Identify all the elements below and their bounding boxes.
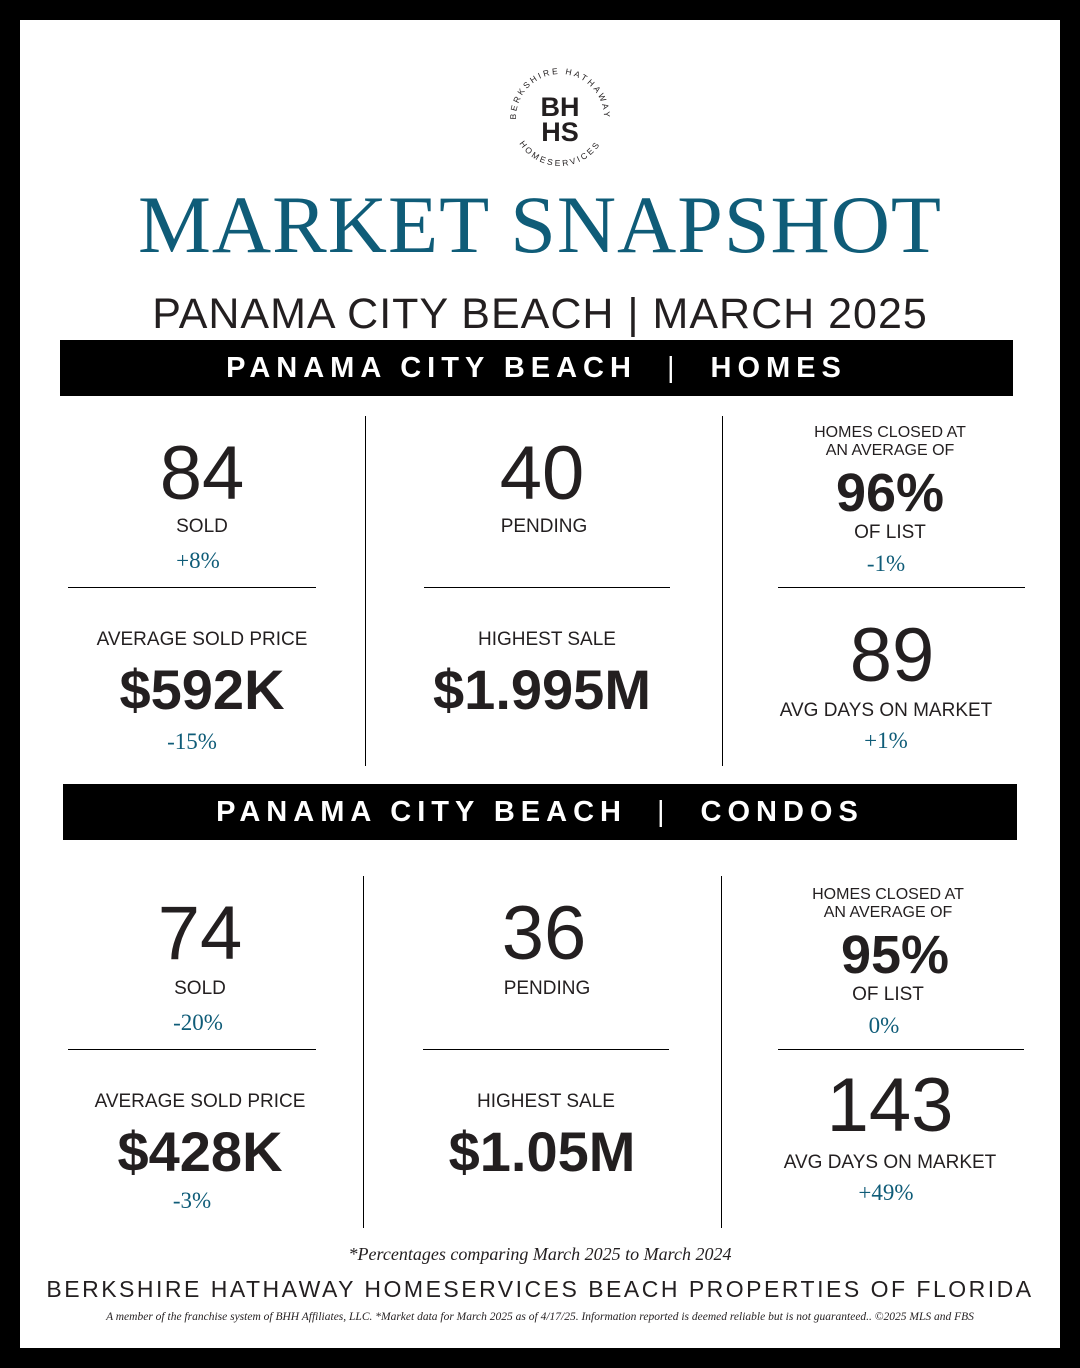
condos-rule-col3 <box>778 1049 1024 1050</box>
page-subtitle: PANAMA CITY BEACH | MARCH 2025 <box>152 290 928 338</box>
condos-divider-left <box>363 876 364 1228</box>
homes-band-type: HOMES <box>710 351 847 384</box>
condos-divider-right <box>721 876 722 1228</box>
homes-pending-value: 40 <box>499 431 585 516</box>
logo-ring-bottom: HOMESERVICES <box>517 138 603 169</box>
condos-avg-price-change: -3% <box>172 1188 212 1213</box>
condos-avg-price-value: $428K <box>117 1120 283 1183</box>
condos-section-header <box>63 784 1017 840</box>
condos-highest-value: $1.05M <box>448 1120 636 1183</box>
condos-pending-label: PENDING <box>503 978 591 999</box>
condos-highest-label: HIGHEST SALE <box>477 1091 615 1112</box>
condos-avg-price-label: AVERAGE SOLD PRICE <box>94 1091 306 1112</box>
condos-band-separator: | <box>656 795 671 828</box>
homes-rule-col2 <box>424 587 670 588</box>
legal-disclaimer: A member of the franchise system of BHH Affiliates, LLC. *Market data for March 2025 as of 4/17/25. Information reported is deemed reliable but is not guaranteed.. ©2025 MLS and FBS <box>106 1311 974 1323</box>
logo-ring-top: BERKSHIRE HATHAWAY <box>507 65 613 120</box>
homes-sold-value: 84 <box>159 431 245 516</box>
homes-highest-label: HIGHEST SALE <box>478 629 616 650</box>
homes-band-area: PANAMA CITY BEACH <box>226 351 637 384</box>
condos-rule-col2 <box>423 1049 669 1050</box>
homes-sold-change: +8% <box>176 548 220 573</box>
condos-dom-value: 143 <box>826 1063 954 1148</box>
homes-closed-change: -1% <box>866 551 906 576</box>
homes-closed-of-list: OF LIST <box>854 522 926 543</box>
snapshot-page <box>20 20 1060 1348</box>
homes-avg-price-value: $592K <box>119 658 285 721</box>
homes-avg-price-label: AVERAGE SOLD PRICE <box>96 629 308 650</box>
page-title: MARKET SNAPSHOT <box>137 179 942 270</box>
condos-dom-change: +49% <box>858 1180 914 1205</box>
condos-closed-line1: HOMES CLOSED AT <box>812 886 964 903</box>
condos-pending-value: 36 <box>501 891 587 976</box>
condos-rule-col1 <box>68 1049 316 1050</box>
condos-closed-change: 0% <box>868 1013 900 1038</box>
condos-band-type: CONDOS <box>700 795 864 828</box>
homes-dom-label: AVG DAYS ON MARKET <box>779 700 993 721</box>
homes-closed-pct: 96% <box>835 463 945 523</box>
homes-band-separator: | <box>666 351 681 384</box>
homes-closed-line2: AN AVERAGE OF <box>825 442 955 459</box>
condos-closed-of-list: OF LIST <box>852 984 924 1005</box>
homes-sold-label: SOLD <box>176 516 228 537</box>
homes-rule-col1 <box>68 587 316 588</box>
condos-closed-pct: 95% <box>840 925 950 985</box>
bhhs-logo <box>498 56 622 180</box>
comparison-footnote: *Percentages comparing March 2025 to March 2024 <box>348 1244 732 1264</box>
homes-avg-price-change: -15% <box>167 729 217 754</box>
homes-section-header <box>60 340 1013 396</box>
homes-dom-change: +1% <box>864 728 908 753</box>
homes-pending-label: PENDING <box>500 516 588 537</box>
condos-sold-value: 74 <box>157 891 243 976</box>
logo-mark-top: BH <box>540 92 580 122</box>
homes-closed-line1: HOMES CLOSED AT <box>814 424 966 441</box>
homes-rule-col3 <box>778 587 1025 588</box>
condos-band-area: PANAMA CITY BEACH <box>216 795 627 828</box>
logo-mark-bottom: HS <box>541 117 579 147</box>
condos-closed-line2: AN AVERAGE OF <box>823 904 953 921</box>
homes-divider-right <box>722 416 723 766</box>
condos-sold-label: SOLD <box>174 978 226 999</box>
condos-sold-change: -20% <box>173 1010 223 1035</box>
homes-divider-left <box>365 416 366 766</box>
condos-dom-label: AVG DAYS ON MARKET <box>783 1152 997 1173</box>
homes-dom-value: 89 <box>849 613 935 698</box>
homes-highest-value: $1.995M <box>433 658 651 721</box>
brokerage-name: BERKSHIRE HATHAWAY HOMESERVICES BEACH PROPERTIES OF FLORIDA <box>46 1276 1034 1302</box>
